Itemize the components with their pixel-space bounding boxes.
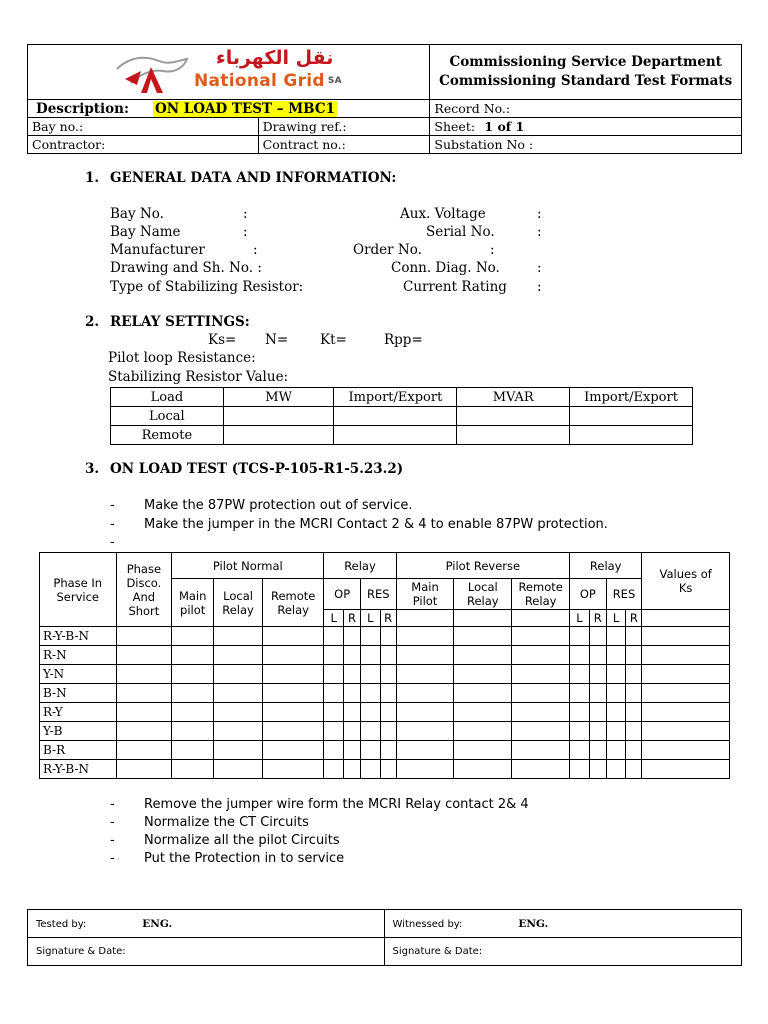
table-cell bbox=[512, 665, 570, 684]
witnessed-by-cell bbox=[384, 910, 742, 938]
table-cell bbox=[360, 703, 380, 722]
table-cell bbox=[172, 741, 214, 760]
table-cell bbox=[344, 703, 361, 722]
table-cell bbox=[344, 722, 361, 741]
contract-no-cell: Contract no.: bbox=[258, 136, 430, 154]
table-cell bbox=[360, 741, 380, 760]
table-cell bbox=[334, 426, 457, 445]
section-3-heading: 3. ON LOAD TEST (TCS-P-105-R1-5.23.2) bbox=[85, 461, 404, 477]
table-cell bbox=[116, 684, 172, 703]
description-value: ON LOAD TEST – MBC1 bbox=[155, 100, 335, 117]
table-cell bbox=[606, 646, 626, 665]
op-header: OP bbox=[570, 579, 607, 610]
phase-disco-header: Phase Disco. And Short bbox=[116, 553, 172, 627]
table-cell bbox=[589, 665, 606, 684]
table-row bbox=[40, 627, 730, 646]
table-cell bbox=[457, 407, 570, 426]
import-export-header: Import/Export bbox=[570, 388, 693, 407]
field-bay-name: Bay Name bbox=[110, 224, 181, 240]
description-label: Description: bbox=[36, 100, 129, 117]
table-cell bbox=[380, 722, 396, 741]
table-cell bbox=[396, 665, 454, 684]
table-cell bbox=[360, 760, 380, 779]
table-cell bbox=[380, 627, 396, 646]
header-table bbox=[27, 44, 742, 154]
table-cell bbox=[263, 627, 324, 646]
table-cell bbox=[396, 684, 454, 703]
table-cell bbox=[263, 665, 324, 684]
load-header: Load bbox=[111, 388, 224, 407]
table-cell bbox=[642, 646, 730, 665]
phase-row-label: R-N bbox=[40, 646, 117, 665]
table-cell bbox=[642, 665, 730, 684]
substation-no-cell: Substation No : bbox=[430, 136, 742, 154]
table-cell bbox=[344, 741, 361, 760]
table-cell bbox=[324, 722, 344, 741]
field-stabilizing-resistor-type: Type of Stabilizing Resistor: bbox=[110, 279, 304, 295]
table-cell bbox=[360, 627, 380, 646]
table-cell bbox=[606, 722, 626, 741]
table-cell bbox=[454, 703, 512, 722]
table-cell bbox=[512, 741, 570, 760]
field-conn-diag-no: Conn. Diag. No. bbox=[391, 260, 500, 276]
table-cell bbox=[642, 760, 730, 779]
table-cell bbox=[263, 760, 324, 779]
table-cell bbox=[454, 760, 512, 779]
table-cell bbox=[570, 703, 590, 722]
table-cell bbox=[324, 665, 344, 684]
table-cell bbox=[360, 646, 380, 665]
colon: : bbox=[537, 279, 542, 295]
table-cell bbox=[642, 627, 730, 646]
phase-row-label: B-N bbox=[40, 684, 117, 703]
table-cell bbox=[172, 760, 214, 779]
table-cell bbox=[606, 627, 626, 646]
table-cell bbox=[116, 665, 172, 684]
table-cell bbox=[172, 703, 214, 722]
table-cell bbox=[396, 627, 454, 646]
table-cell bbox=[263, 703, 324, 722]
table-cell bbox=[172, 646, 214, 665]
field-order-no: Order No. bbox=[353, 242, 422, 258]
table-cell bbox=[570, 741, 590, 760]
table-row bbox=[40, 703, 730, 722]
remote-relay-header: Remote Relay bbox=[263, 579, 324, 627]
table-cell bbox=[454, 665, 512, 684]
table-cell bbox=[570, 665, 590, 684]
table-cell bbox=[324, 627, 344, 646]
table-row bbox=[40, 684, 730, 703]
table-cell bbox=[589, 646, 606, 665]
sheet-value: 1 of 1 bbox=[484, 119, 525, 134]
tested-by-eng: ENG. bbox=[142, 917, 173, 930]
bay-no-cell: Bay no.: bbox=[28, 118, 259, 136]
kt-setting: Kt= bbox=[320, 332, 347, 348]
values-of-ks-header: Values of Ks bbox=[642, 553, 730, 610]
local-row-label: Local bbox=[111, 407, 224, 426]
table-cell bbox=[380, 760, 396, 779]
table-cell bbox=[570, 722, 590, 741]
table-cell bbox=[512, 703, 570, 722]
table-cell bbox=[512, 627, 570, 646]
table-cell bbox=[214, 627, 263, 646]
field-manufacturer: Manufacturer bbox=[110, 242, 205, 258]
field-serial-no: Serial No. bbox=[426, 224, 495, 240]
op-header: OP bbox=[324, 579, 361, 610]
table-cell bbox=[324, 684, 344, 703]
national-grid-logo-icon bbox=[111, 49, 191, 97]
table-cell bbox=[512, 722, 570, 741]
table-cell bbox=[214, 684, 263, 703]
table-cell bbox=[172, 722, 214, 741]
witnessed-by-label: Witnessed by: bbox=[392, 918, 463, 930]
table-cell bbox=[396, 722, 454, 741]
table-cell bbox=[454, 627, 512, 646]
table-cell bbox=[454, 610, 512, 627]
relay-header: Relay bbox=[570, 553, 642, 579]
relay-header: Relay bbox=[324, 553, 396, 579]
table-cell bbox=[512, 646, 570, 665]
r-header: R bbox=[626, 610, 642, 627]
table-row bbox=[40, 665, 730, 684]
l-header: L bbox=[360, 610, 380, 627]
logo-cell bbox=[28, 45, 430, 100]
phase-in-service-header: Phase In Service bbox=[40, 553, 117, 627]
main-pilot-header: Main Pilot bbox=[396, 579, 454, 610]
table-cell bbox=[570, 426, 693, 445]
l-header: L bbox=[606, 610, 626, 627]
table-cell bbox=[263, 741, 324, 760]
table-cell bbox=[570, 407, 693, 426]
table-cell bbox=[454, 722, 512, 741]
section-2-heading: 2. RELAY SETTINGS: bbox=[85, 314, 250, 330]
table-cell bbox=[512, 610, 570, 627]
local-relay-header: Local Relay bbox=[454, 579, 512, 610]
table-cell bbox=[626, 760, 642, 779]
table-cell bbox=[570, 627, 590, 646]
record-no-cell: Record No.: bbox=[430, 100, 742, 118]
table-cell bbox=[172, 665, 214, 684]
table-row bbox=[111, 407, 693, 426]
table-row bbox=[40, 646, 730, 665]
table-cell bbox=[344, 646, 361, 665]
table-cell bbox=[589, 684, 606, 703]
table-cell bbox=[214, 665, 263, 684]
table-cell bbox=[642, 684, 730, 703]
table-cell bbox=[263, 646, 324, 665]
table-cell bbox=[263, 722, 324, 741]
table-cell bbox=[589, 627, 606, 646]
colon: : bbox=[537, 206, 542, 222]
table-cell bbox=[454, 741, 512, 760]
table-cell bbox=[214, 760, 263, 779]
table-cell bbox=[642, 722, 730, 741]
table-cell bbox=[334, 407, 457, 426]
logo-arabic-text: نقل الكهرباء bbox=[216, 47, 334, 69]
table-cell bbox=[589, 722, 606, 741]
n-setting: N= bbox=[265, 332, 289, 348]
department-name: Commissioning Service Department bbox=[449, 54, 722, 70]
mw-header: MW bbox=[223, 388, 334, 407]
main-pilot-header: Main pilot bbox=[172, 579, 214, 627]
field-bay-no: Bay No. bbox=[110, 206, 164, 222]
field-aux-voltage: Aux. Voltage bbox=[400, 206, 486, 222]
logo-english-text: National Grid SA bbox=[194, 71, 342, 91]
table-cell bbox=[116, 741, 172, 760]
load-table-header-row bbox=[111, 388, 693, 407]
table-cell bbox=[626, 646, 642, 665]
table-cell bbox=[626, 684, 642, 703]
contractor-cell: Contractor: bbox=[28, 136, 259, 154]
field-drawing-sh-no: Drawing and Sh. No. : bbox=[110, 260, 262, 276]
table-cell bbox=[214, 741, 263, 760]
table-cell bbox=[570, 684, 590, 703]
drawing-ref-cell: Drawing ref.: bbox=[258, 118, 430, 136]
colon: : bbox=[537, 224, 542, 240]
res-header: RES bbox=[360, 579, 396, 610]
table-row bbox=[40, 760, 730, 779]
table-cell bbox=[380, 665, 396, 684]
table-cell bbox=[380, 684, 396, 703]
remote-relay-header: Remote Relay bbox=[512, 579, 570, 610]
table-cell bbox=[116, 703, 172, 722]
colon: : bbox=[243, 224, 248, 240]
table-cell bbox=[457, 426, 570, 445]
r-header: R bbox=[344, 610, 361, 627]
table-cell bbox=[589, 703, 606, 722]
colon: : bbox=[537, 260, 542, 276]
witnessed-signature-date: Signature & Date: bbox=[384, 938, 742, 966]
table-row bbox=[40, 722, 730, 741]
table-cell bbox=[642, 610, 730, 627]
l-header: L bbox=[324, 610, 344, 627]
table-cell bbox=[324, 703, 344, 722]
colon: : bbox=[490, 242, 495, 258]
table-cell bbox=[344, 627, 361, 646]
table-cell bbox=[360, 665, 380, 684]
table-cell bbox=[626, 703, 642, 722]
table-cell bbox=[626, 722, 642, 741]
table-cell bbox=[512, 760, 570, 779]
table-cell bbox=[380, 703, 396, 722]
table-cell bbox=[396, 741, 454, 760]
r-header: R bbox=[380, 610, 396, 627]
on-load-test-table bbox=[39, 552, 730, 779]
table-cell bbox=[344, 760, 361, 779]
table-cell bbox=[214, 703, 263, 722]
table-cell bbox=[626, 627, 642, 646]
stabilizing-resistor-value: Stabilizing Resistor Value: bbox=[108, 369, 289, 385]
table-cell bbox=[570, 760, 590, 779]
rpp-setting: Rpp= bbox=[384, 332, 423, 348]
table-cell bbox=[454, 646, 512, 665]
r-header: R bbox=[589, 610, 606, 627]
table-cell bbox=[324, 741, 344, 760]
phase-row-label: B-R bbox=[40, 741, 117, 760]
signature-table bbox=[27, 909, 742, 966]
department-cell bbox=[430, 45, 742, 100]
table-cell bbox=[589, 741, 606, 760]
table-cell bbox=[172, 627, 214, 646]
table-cell bbox=[570, 646, 590, 665]
table-cell bbox=[116, 722, 172, 741]
table-cell bbox=[606, 760, 626, 779]
table-cell bbox=[642, 703, 730, 722]
table-cell bbox=[324, 646, 344, 665]
load-table bbox=[110, 387, 693, 445]
table-cell bbox=[172, 684, 214, 703]
table-cell bbox=[324, 760, 344, 779]
table-cell bbox=[396, 760, 454, 779]
witnessed-by-eng: ENG. bbox=[518, 917, 549, 930]
table-cell bbox=[396, 646, 454, 665]
table-cell bbox=[606, 741, 626, 760]
tested-by-label: Tested by: bbox=[36, 918, 87, 930]
import-export-header: Import/Export bbox=[334, 388, 457, 407]
table-cell bbox=[626, 741, 642, 760]
table-cell bbox=[606, 684, 626, 703]
phase-row-label: R-Y-B-N bbox=[40, 627, 117, 646]
table-cell bbox=[454, 684, 512, 703]
table-cell bbox=[512, 684, 570, 703]
table-row bbox=[40, 741, 730, 760]
table-cell bbox=[606, 703, 626, 722]
table-cell bbox=[116, 627, 172, 646]
table-cell bbox=[360, 722, 380, 741]
table-cell bbox=[396, 703, 454, 722]
table-cell bbox=[223, 426, 334, 445]
table-cell bbox=[116, 646, 172, 665]
table-row bbox=[111, 426, 693, 445]
phase-row-label: R-Y bbox=[40, 703, 117, 722]
colon: : bbox=[243, 206, 248, 222]
table-cell bbox=[214, 646, 263, 665]
table-cell bbox=[360, 684, 380, 703]
standard-test-formats: Commissioning Standard Test Formats bbox=[439, 73, 733, 89]
table-cell bbox=[214, 722, 263, 741]
phase-row-label: Y-B bbox=[40, 722, 117, 741]
table-cell bbox=[116, 760, 172, 779]
pilot-loop-resistance: Pilot loop Resistance: bbox=[108, 350, 256, 366]
colon: : bbox=[253, 242, 258, 258]
pilot-reverse-header: Pilot Reverse bbox=[396, 553, 569, 579]
l-header: L bbox=[570, 610, 590, 627]
phase-row-label: Y-N bbox=[40, 665, 117, 684]
pilot-normal-header: Pilot Normal bbox=[172, 553, 324, 579]
table-cell bbox=[642, 741, 730, 760]
remote-row-label: Remote bbox=[111, 426, 224, 445]
table-cell bbox=[396, 610, 454, 627]
sheet-cell: Sheet: 1 of 1 bbox=[430, 118, 742, 136]
table-cell bbox=[380, 741, 396, 760]
section-1-heading: 1. GENERAL DATA AND INFORMATION: bbox=[85, 170, 397, 186]
tested-signature-date: Signature & Date: bbox=[28, 938, 385, 966]
tested-by-cell bbox=[28, 910, 385, 938]
mvar-header: MVAR bbox=[457, 388, 570, 407]
ks-setting: Ks= bbox=[208, 332, 237, 348]
description-cell bbox=[28, 100, 430, 118]
local-relay-header: Local Relay bbox=[214, 579, 263, 627]
table-cell bbox=[589, 760, 606, 779]
table-cell bbox=[344, 684, 361, 703]
phase-row-label: R-Y-B-N bbox=[40, 760, 117, 779]
res-header: RES bbox=[606, 579, 642, 610]
table-cell bbox=[223, 407, 334, 426]
table-cell bbox=[606, 665, 626, 684]
table-cell bbox=[344, 665, 361, 684]
field-current-rating: Current Rating bbox=[403, 279, 507, 295]
table-cell bbox=[626, 665, 642, 684]
table-cell bbox=[263, 684, 324, 703]
table-cell bbox=[380, 646, 396, 665]
